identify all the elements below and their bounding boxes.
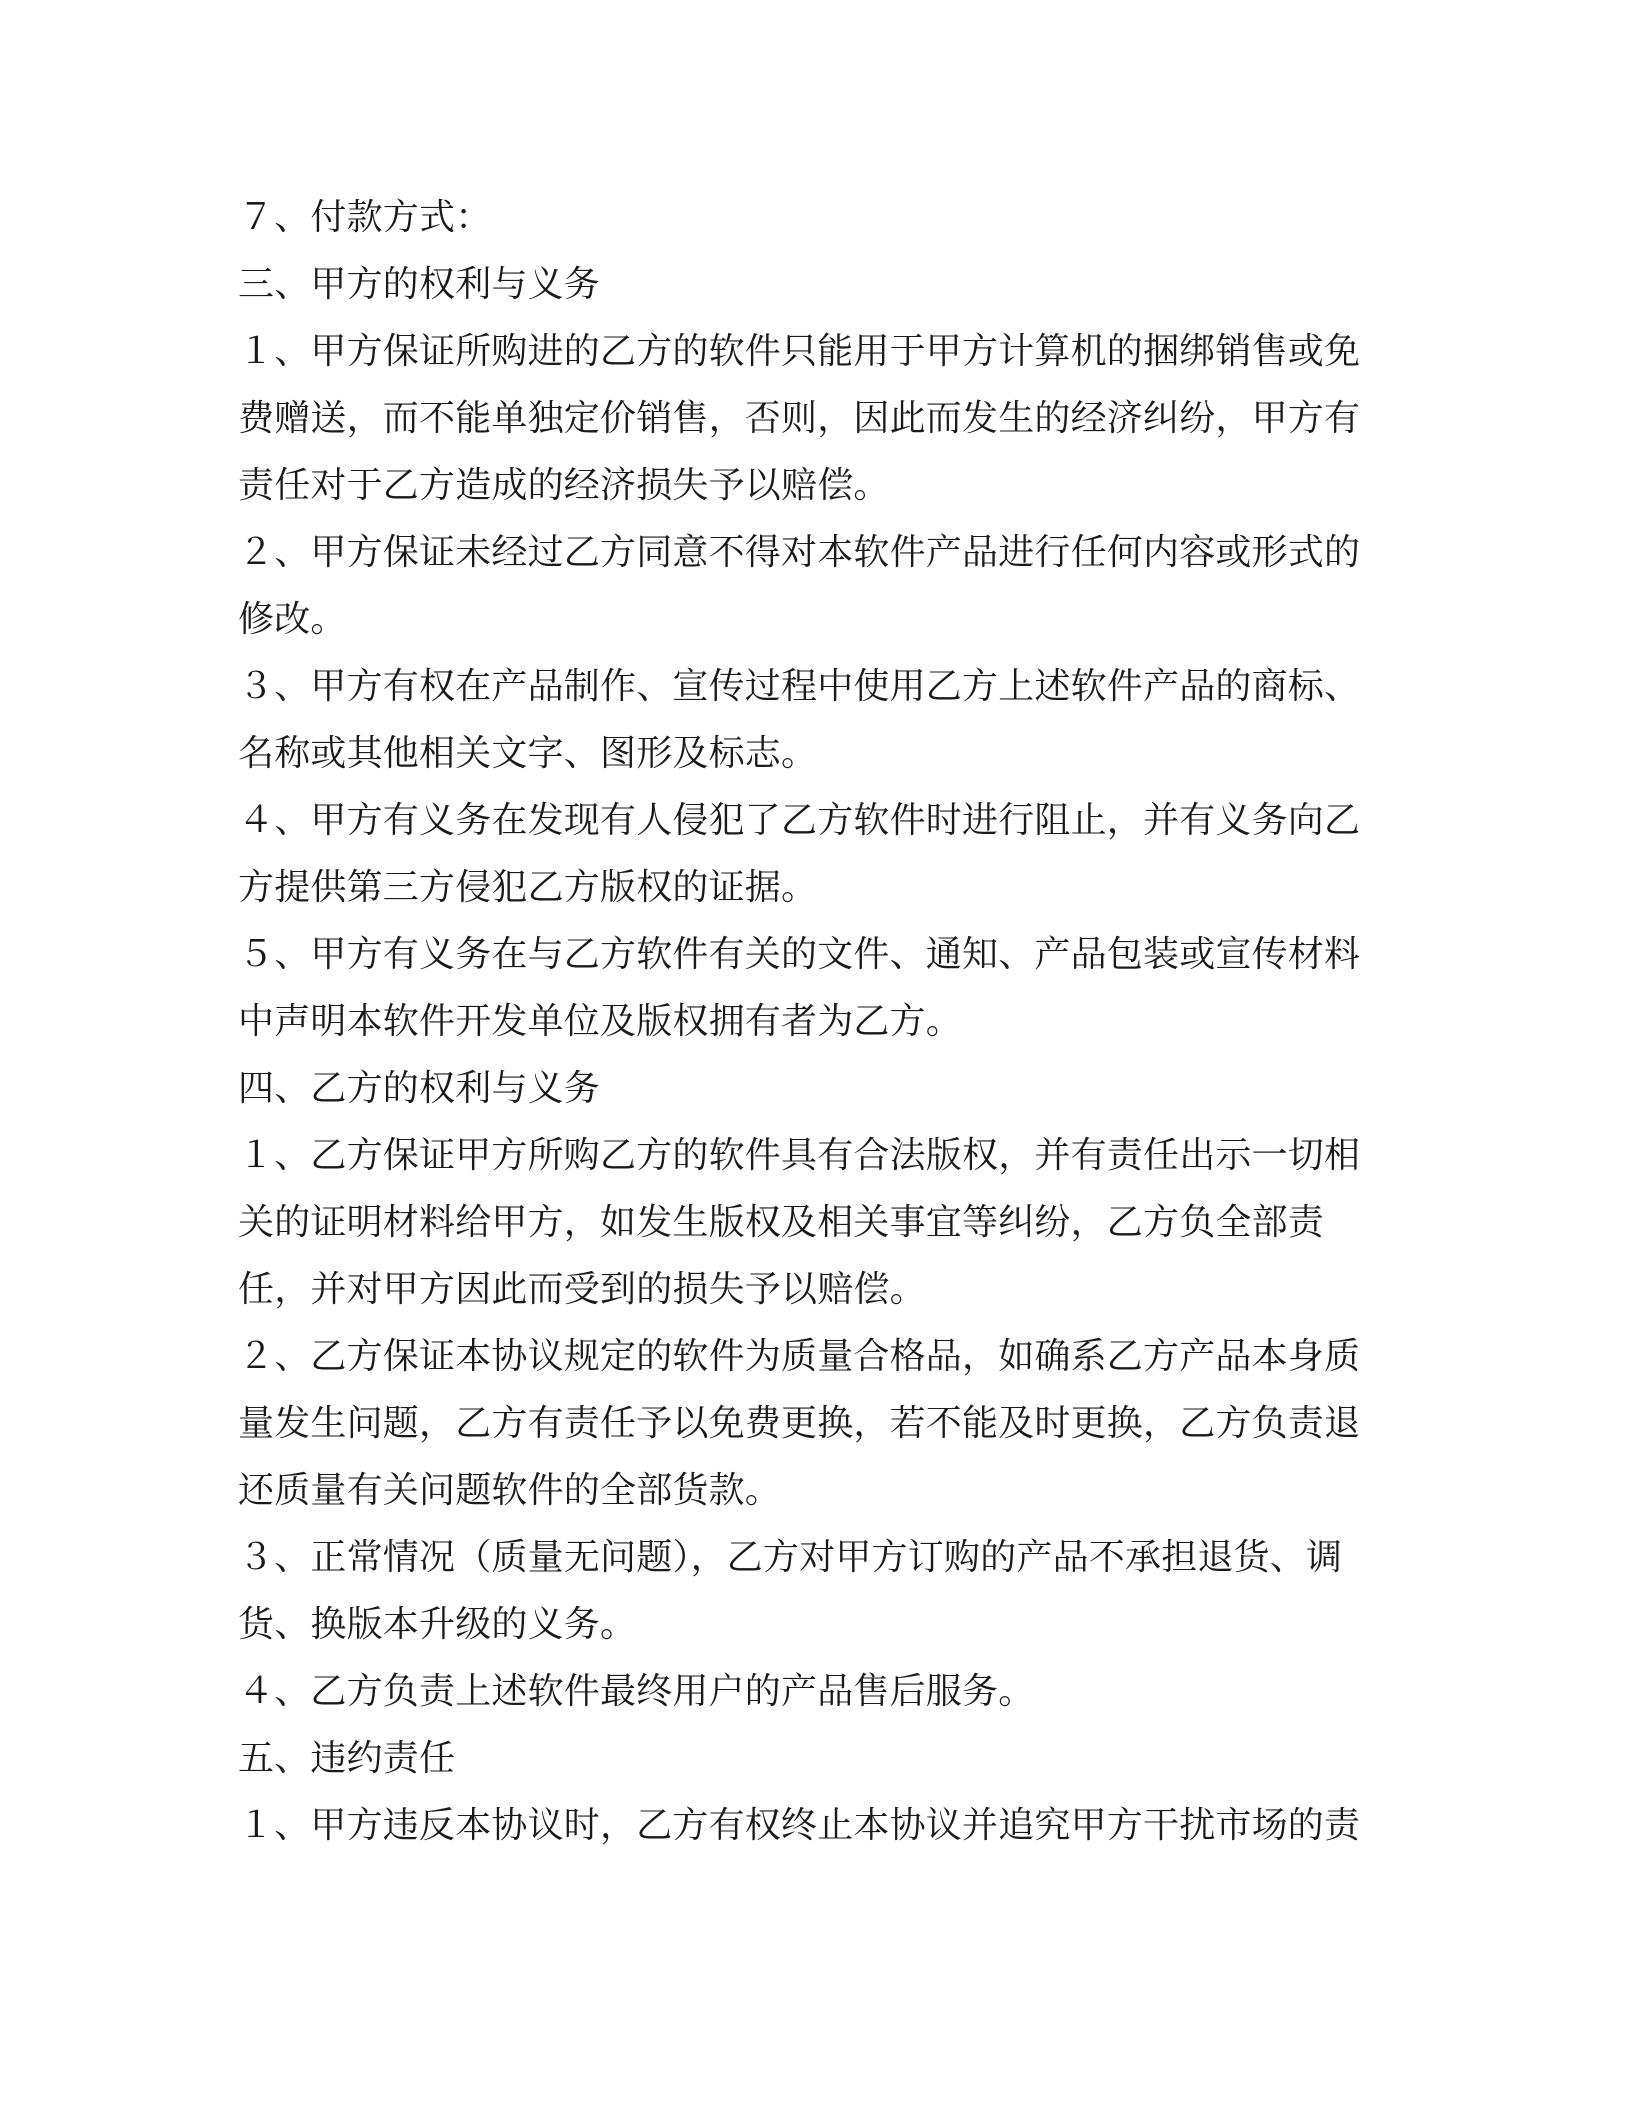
party-b-clause-4: ４、乙方负责上述软件最终用户的产品售后服务。 — [238, 1671, 1035, 1712]
party-a-clause-3: ３、甲方有权在产品制作、宣传过程中使用乙方上述软件产品的商标、名称或其他相关文字、图形及标志。 — [238, 666, 1361, 774]
party-b-clause-1: １、乙方保证甲方所购乙方的软件具有合法版权，并有责任出示一切相关的证明材料给甲方，如发生版权及相关事宜等纠纷，乙方负全部责任，并对甲方因此而受到的损失予以赔偿。 — [238, 1135, 1361, 1310]
section-heading-party-b-rights: 四、乙方的权利与义务 — [238, 1068, 601, 1109]
payment-method-item: ７、付款方式： — [238, 197, 492, 238]
party-a-clause-5: ５、甲方有义务在与乙方软件有关的文件、通知、产品包装或宣传材料中声明本软件开发单位及版权拥有者为乙方。 — [238, 934, 1361, 1042]
breach-clause-1: １、甲方违反本协议时，乙方有权终止本协议并追究甲方干扰市场的责 — [238, 1805, 1361, 1846]
party-b-clause-3: ３、正常情况（质量无问题），乙方对甲方订购的产品不承担退货、调货、换版本升级的义务。 — [238, 1537, 1343, 1645]
party-a-clause-1: １、甲方保证所购进的乙方的软件只能用于甲方计算机的捆绑销售或免费赠送，而不能单独定价销售，否则，因此而发生的经济纠纷，甲方有责任对于乙方造成的经济损失予以赔偿。 — [238, 331, 1361, 506]
section-heading-party-a-rights: 三、甲方的权利与义务 — [238, 264, 601, 305]
party-a-clause-4: ４、甲方有义务在发现有人侵犯了乙方软件时进行阻止，并有义务向乙方提供第三方侵犯乙方版权的证据。 — [238, 800, 1361, 908]
document-body — [238, 184, 1388, 1859]
section-heading-breach-liability: 五、违约责任 — [238, 1738, 456, 1779]
party-b-clause-2: ２、乙方保证本协议规定的软件为质量合格品，如确系乙方产品本身质量发生问题，乙方有责任予以免费更换，若不能及时更换，乙方负责退还质量有关问题软件的全部货款。 — [238, 1336, 1361, 1511]
party-a-clause-2: ２、甲方保证未经过乙方同意不得对本软件产品进行任何内容或形式的修改。 — [238, 532, 1361, 640]
